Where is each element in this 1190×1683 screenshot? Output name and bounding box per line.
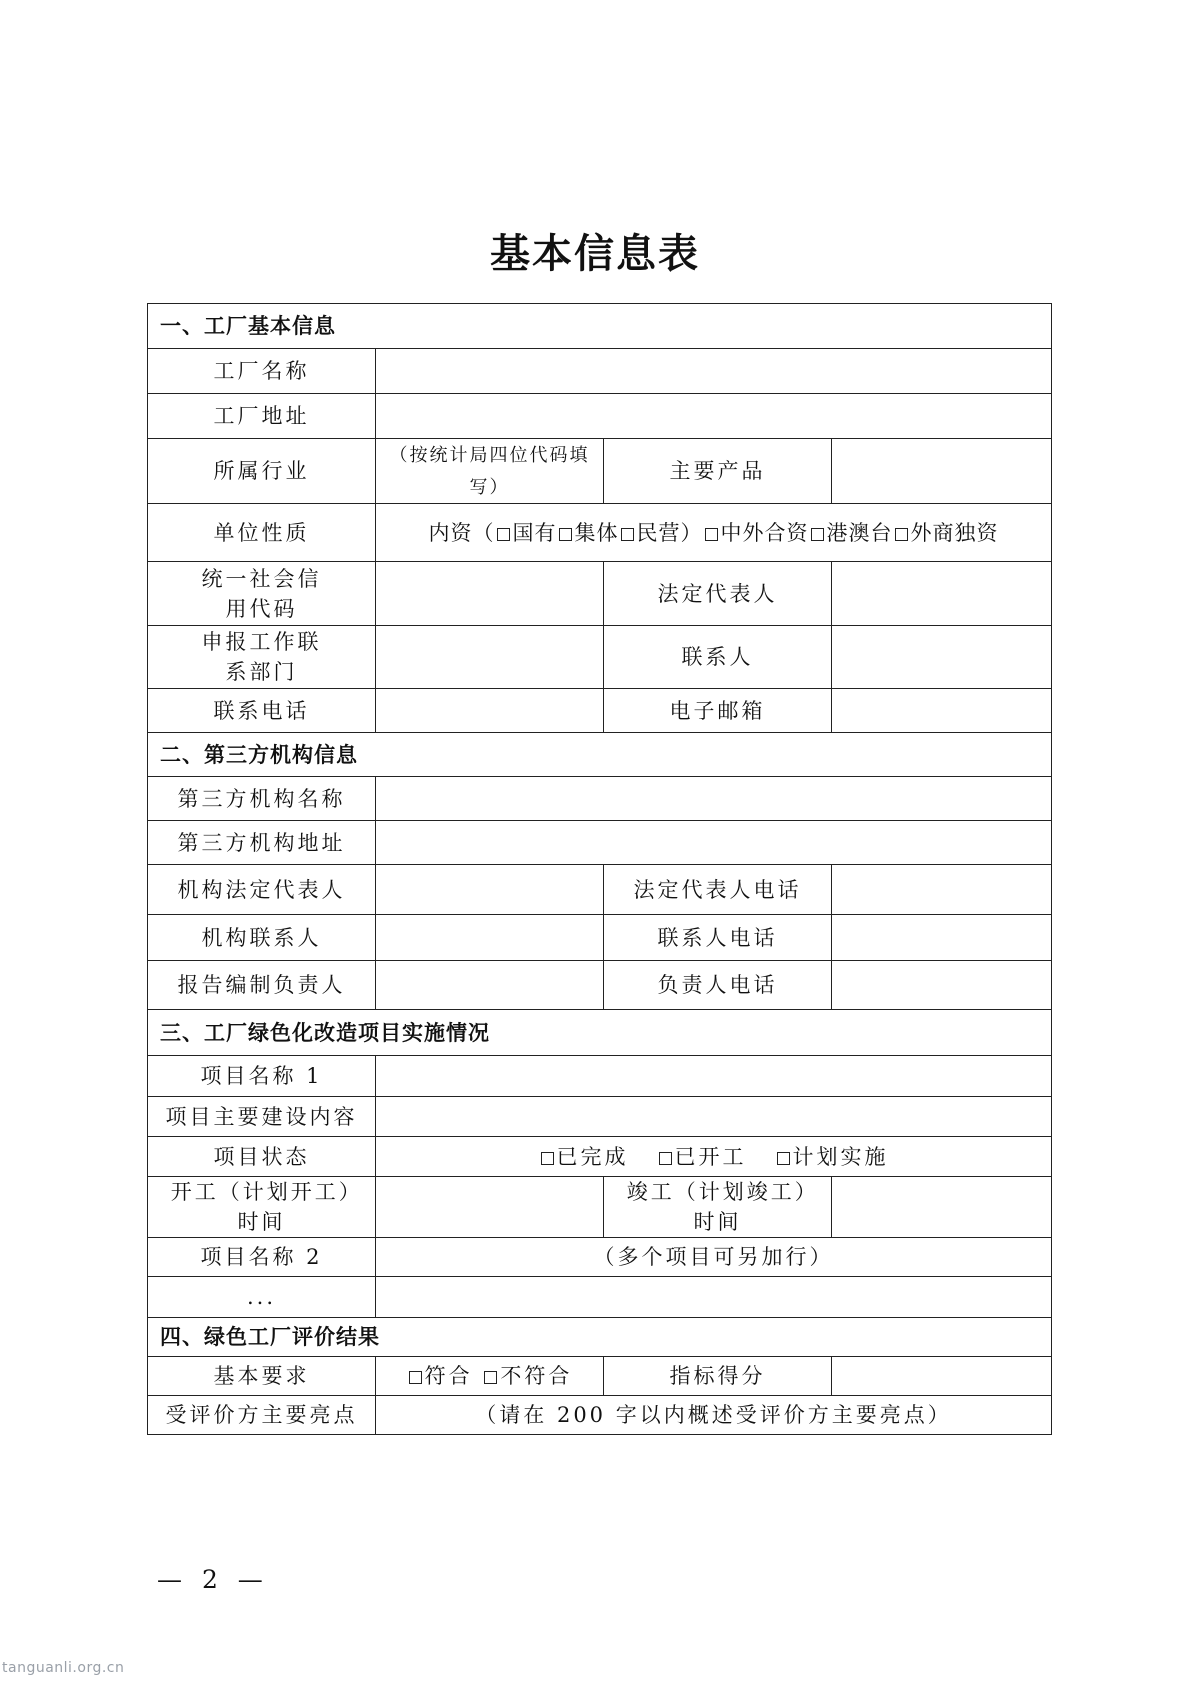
head-phone-field[interactable] xyxy=(832,961,1052,1010)
project-status-options xyxy=(376,1137,1052,1177)
industry-hint: （按统计局四位代码填写） xyxy=(389,445,590,498)
dept-field[interactable] xyxy=(376,626,604,689)
option-conform[interactable]: 符合 xyxy=(407,1364,473,1388)
option-state-owned[interactable]: 国有 xyxy=(495,521,557,545)
more-projects-label: ... xyxy=(148,1277,376,1318)
factory-name-field[interactable] xyxy=(376,349,1052,394)
legal-rep-phone-field[interactable] xyxy=(832,865,1052,915)
option-private[interactable]: 民营） xyxy=(619,521,703,545)
page-title: 基本信息表 xyxy=(490,230,700,277)
factory-address-label: 工厂地址 xyxy=(148,394,376,439)
checkbox-icon[interactable] xyxy=(559,528,572,541)
org-address-field[interactable] xyxy=(376,821,1052,865)
org-legal-rep-field[interactable] xyxy=(376,865,604,915)
report-head-field[interactable] xyxy=(376,961,604,1010)
checkbox-icon[interactable] xyxy=(659,1152,672,1165)
contact-phone-label: 联系人电话 xyxy=(604,915,832,961)
email-field[interactable] xyxy=(832,689,1052,733)
more-projects-field[interactable] xyxy=(376,1277,1052,1318)
checkbox-icon[interactable] xyxy=(811,528,824,541)
main-product-label: 主要产品 xyxy=(604,439,832,504)
factory-name-label: 工厂名称 xyxy=(148,349,376,394)
score-field[interactable] xyxy=(832,1357,1052,1396)
credit-code-label: 统一社会信用代码 xyxy=(148,562,376,626)
legal-rep-label: 法定代表人 xyxy=(604,562,832,626)
option-joint-venture[interactable]: 中外合资 xyxy=(703,521,809,545)
status-option-planned[interactable]: 计划实施 xyxy=(775,1145,889,1169)
contact-phone-field[interactable] xyxy=(832,915,1052,961)
head-phone-label: 负责人电话 xyxy=(604,961,832,1010)
checkbox-icon[interactable] xyxy=(705,528,718,541)
org-contact-label: 机构联系人 xyxy=(148,915,376,961)
end-time-field[interactable] xyxy=(832,1177,1052,1238)
unit-nature-options xyxy=(376,504,1052,562)
page-number: — 2 — xyxy=(157,1565,269,1594)
section-header-factory-info: 一、工厂基本信息 xyxy=(148,304,1052,349)
checkbox-icon[interactable] xyxy=(409,1371,422,1384)
highlights-hint[interactable]: （请在 200 字以内概述受评价方主要亮点） xyxy=(376,1396,1052,1435)
project-content-field[interactable] xyxy=(376,1097,1052,1137)
org-name-label: 第三方机构名称 xyxy=(148,777,376,821)
main-product-field[interactable] xyxy=(832,439,1052,504)
org-legal-rep-label: 机构法定代表人 xyxy=(148,865,376,915)
start-time-label: 开工（计划开工）时间 xyxy=(148,1177,376,1238)
org-contact-field[interactable] xyxy=(376,915,604,961)
credit-code-field[interactable] xyxy=(376,562,604,626)
option-collective[interactable]: 集体 xyxy=(557,521,619,545)
phone-label: 联系电话 xyxy=(148,689,376,733)
checkbox-icon[interactable] xyxy=(621,528,634,541)
industry-label: 所属行业 xyxy=(148,439,376,504)
checkbox-icon[interactable] xyxy=(777,1152,790,1165)
option-hk-macao-tw[interactable]: 港澳台 xyxy=(809,521,893,545)
option-foreign-owned[interactable]: 外商独资 xyxy=(893,521,999,545)
report-head-label: 报告编制负责人 xyxy=(148,961,376,1010)
score-label: 指标得分 xyxy=(604,1357,832,1396)
start-time-field[interactable] xyxy=(376,1177,604,1238)
phone-field[interactable] xyxy=(376,689,604,733)
factory-address-field[interactable] xyxy=(376,394,1052,439)
dept-label: 申报工作联系部门 xyxy=(148,626,376,689)
status-option-started[interactable]: 已开工 xyxy=(657,1145,747,1169)
option-not-conform[interactable]: 不符合 xyxy=(482,1364,572,1388)
project-status-label: 项目状态 xyxy=(148,1137,376,1177)
legal-rep-phone-label: 法定代表人电话 xyxy=(604,865,832,915)
basic-req-options xyxy=(376,1357,604,1396)
basic-req-label: 基本要求 xyxy=(148,1357,376,1396)
project1-field[interactable] xyxy=(376,1056,1052,1097)
status-option-completed[interactable]: 已完成 xyxy=(539,1145,629,1169)
org-address-label: 第三方机构地址 xyxy=(148,821,376,865)
legal-rep-field[interactable] xyxy=(832,562,1052,626)
project1-label: 项目名称 1 xyxy=(148,1056,376,1097)
industry-field[interactable] xyxy=(376,439,604,504)
org-name-field[interactable] xyxy=(376,777,1052,821)
contact-field[interactable] xyxy=(832,626,1052,689)
unit-nature-prefix: 内资（ xyxy=(428,520,495,545)
end-time-label: 竣工（计划竣工）时间 xyxy=(604,1177,832,1238)
project2-hint[interactable]: （多个项目可另加行） xyxy=(376,1238,1052,1277)
checkbox-icon[interactable] xyxy=(497,528,510,541)
checkbox-icon[interactable] xyxy=(541,1152,554,1165)
section-header-evaluation: 四、绿色工厂评价结果 xyxy=(148,1318,1052,1357)
checkbox-icon[interactable] xyxy=(895,528,908,541)
project-content-label: 项目主要建设内容 xyxy=(148,1097,376,1137)
section-header-project: 三、工厂绿色化改造项目实施情况 xyxy=(148,1010,1052,1056)
email-label: 电子邮箱 xyxy=(604,689,832,733)
checkbox-icon[interactable] xyxy=(484,1371,497,1384)
contact-label: 联系人 xyxy=(604,626,832,689)
section-header-third-party: 二、第三方机构信息 xyxy=(148,733,1052,777)
unit-nature-label: 单位性质 xyxy=(148,504,376,562)
basic-info-table xyxy=(147,303,1052,1435)
highlights-label: 受评价方主要亮点 xyxy=(148,1396,376,1435)
project2-label: 项目名称 2 xyxy=(148,1238,376,1277)
watermark: tanguanli.org.cn xyxy=(2,1660,125,1676)
